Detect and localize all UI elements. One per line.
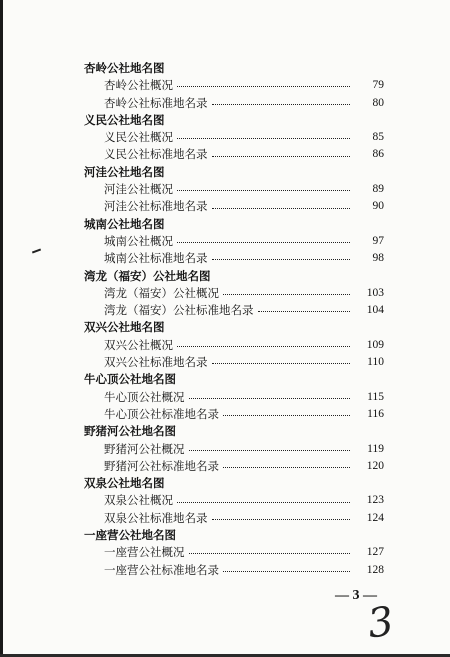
toc-section bbox=[0, 423, 450, 475]
entry-page-number: 123 bbox=[366, 494, 384, 507]
entry-label: 城南公社概况 bbox=[104, 233, 173, 248]
section-title: 湾龙（福安）公社地名图 bbox=[84, 268, 211, 283]
toc-entry bbox=[0, 492, 450, 509]
entry-label: 双兴公社概况 bbox=[104, 337, 173, 352]
toc-section bbox=[0, 164, 450, 216]
toc-entry bbox=[0, 354, 450, 371]
entry-page-number: 119 bbox=[367, 442, 384, 455]
section-title: 双兴公社地名图 bbox=[84, 320, 165, 335]
entry-page-number: 97 bbox=[372, 234, 384, 247]
entry-page-number: 98 bbox=[372, 252, 384, 265]
entry-page-number: 103 bbox=[366, 286, 384, 299]
entry-label: 牛心顶公社标准地名录 bbox=[104, 406, 219, 421]
toc-entry bbox=[0, 544, 450, 561]
toc-entry bbox=[0, 302, 450, 319]
toc-entry bbox=[0, 77, 450, 94]
entry-page-number: 110 bbox=[367, 356, 384, 369]
entry-page-number: 79 bbox=[372, 79, 384, 92]
toc-section bbox=[0, 216, 450, 268]
dot-leader bbox=[212, 519, 351, 520]
entry-label: 湾龙（福安）公社标准地名录 bbox=[104, 303, 254, 318]
toc-section bbox=[0, 371, 450, 423]
entry-label: 双兴公社标准地名录 bbox=[104, 355, 208, 370]
toc-section bbox=[0, 112, 450, 164]
toc-section bbox=[0, 60, 450, 112]
toc-entry bbox=[0, 129, 450, 146]
dot-leader bbox=[258, 311, 351, 312]
toc-entry bbox=[0, 562, 450, 579]
entry-page-number: 80 bbox=[372, 96, 384, 109]
entry-page-number: 90 bbox=[372, 200, 384, 213]
page-number: — 3 — bbox=[335, 588, 377, 603]
toc-entry bbox=[0, 285, 450, 302]
section-title: 河洼公社地名图 bbox=[84, 164, 165, 179]
toc-entry bbox=[0, 95, 450, 112]
entry-label: 河洼公社概况 bbox=[104, 182, 173, 197]
entry-page-number: 115 bbox=[367, 390, 384, 403]
entry-label: 杏岭公社标准地名录 bbox=[104, 95, 208, 110]
toc-section bbox=[0, 475, 450, 527]
entry-label: 杏岭公社概况 bbox=[104, 78, 173, 93]
entry-label: 一座营公社概况 bbox=[104, 545, 185, 560]
section-title: 义民公社地名图 bbox=[84, 112, 165, 127]
toc-section bbox=[0, 527, 450, 579]
toc-entry bbox=[0, 146, 450, 163]
dot-leader bbox=[177, 346, 350, 347]
entry-page-number: 128 bbox=[366, 563, 384, 576]
entry-label: 一座营公社标准地名录 bbox=[104, 562, 219, 577]
section-title: 野猪河公社地名图 bbox=[84, 424, 176, 439]
dot-leader bbox=[177, 502, 350, 503]
entry-page-number: 85 bbox=[372, 131, 384, 144]
toc-entry bbox=[0, 250, 450, 267]
entry-page-number: 120 bbox=[366, 459, 384, 472]
entry-label: 河洼公社标准地名录 bbox=[104, 199, 208, 214]
dot-leader bbox=[177, 86, 350, 87]
dot-leader bbox=[177, 190, 350, 191]
dot-leader bbox=[189, 398, 351, 399]
section-title: 城南公社地名图 bbox=[84, 216, 165, 231]
dot-leader bbox=[223, 415, 350, 416]
toc-entry bbox=[0, 441, 450, 458]
entry-label: 野猪河公社概况 bbox=[104, 441, 185, 456]
dot-leader bbox=[177, 242, 350, 243]
dot-leader bbox=[212, 259, 351, 260]
toc-entry bbox=[0, 389, 450, 406]
section-title: 双泉公社地名图 bbox=[84, 476, 165, 491]
toc-entry bbox=[0, 181, 450, 198]
entry-page-number: 109 bbox=[366, 338, 384, 351]
toc-entry bbox=[0, 198, 450, 215]
toc-entry bbox=[0, 406, 450, 423]
dot-leader bbox=[212, 363, 351, 364]
dot-leader bbox=[212, 104, 351, 105]
entry-page-number: 127 bbox=[366, 546, 384, 559]
dot-leader bbox=[177, 138, 350, 139]
entry-label: 城南公社标准地名录 bbox=[104, 251, 208, 266]
table-of-contents bbox=[0, 60, 450, 579]
entry-label: 义民公社标准地名录 bbox=[104, 147, 208, 162]
toc-section bbox=[0, 268, 450, 320]
dot-leader bbox=[212, 156, 351, 157]
section-title: 杏岭公社地名图 bbox=[84, 61, 165, 75]
section-title: 牛心顶公社地名图 bbox=[84, 372, 176, 387]
toc-section bbox=[0, 319, 450, 371]
toc-entry bbox=[0, 510, 450, 527]
entry-label: 牛心顶公社概况 bbox=[104, 389, 185, 404]
toc-entry bbox=[0, 458, 450, 475]
toc-entry bbox=[0, 337, 450, 354]
dot-leader bbox=[189, 553, 351, 554]
entry-label: 野猪河公社标准地名录 bbox=[104, 458, 219, 473]
entry-page-number: 86 bbox=[372, 148, 384, 161]
entry-label: 双泉公社标准地名录 bbox=[104, 510, 208, 525]
dot-leader bbox=[223, 571, 350, 572]
section-title: 一座营公社地名图 bbox=[84, 528, 176, 543]
dot-leader bbox=[223, 467, 350, 468]
entry-label: 义民公社概况 bbox=[104, 130, 173, 145]
toc-entry bbox=[0, 233, 450, 250]
entry-page-number: 116 bbox=[367, 407, 384, 420]
entry-label: 双泉公社概况 bbox=[104, 493, 173, 508]
entry-page-number: 124 bbox=[366, 511, 384, 524]
entry-page-number: 104 bbox=[366, 304, 384, 317]
dot-leader bbox=[223, 294, 350, 295]
entry-label: 湾龙（福安）公社概况 bbox=[104, 285, 219, 300]
entry-page-number: 89 bbox=[372, 183, 384, 196]
handwritten-page-mark: 3 bbox=[364, 598, 397, 648]
dot-leader bbox=[212, 208, 351, 209]
dot-leader bbox=[189, 450, 351, 451]
